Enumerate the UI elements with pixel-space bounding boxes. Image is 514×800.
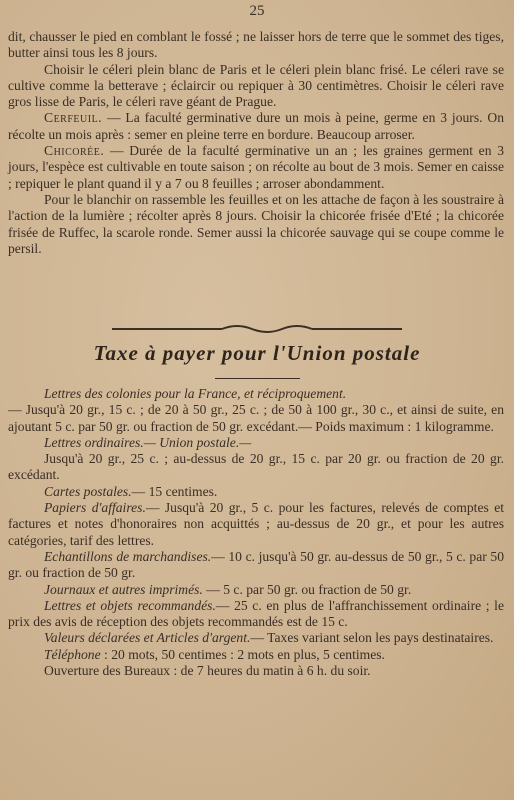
recommandes-paragraph: Lettres et objets recommandés.— 25 c. en plus de l'affranchissement ordinaire ; le prix des avis de réception des objets recommandés est de 15 c. — [8, 597, 504, 630]
page-number: 25 — [249, 3, 265, 19]
celeri-paragraph-2: Choisir le céleri plein blanc de Paris et le céleri plein blanc frisé. Le céleri rave se cultive comme la betterave ; éclaircir ou repiquer à 30 centimètres. Choisir le céleri rave gros lisse de Paris, le céleri rave géant de Prague. — [8, 61, 504, 110]
ornamental-divider — [112, 322, 402, 336]
celeri-paragraph-1: dit, chausser le pied en comblant le fossé ; ne laisser hors de terre que le sommet des tiges, butter ainsi tous les 8 jours. — [8, 29, 504, 61]
postal-rates-section — [8, 386, 504, 679]
chicoree-heading: Chicorée. — [44, 143, 105, 159]
cerfeuil-paragraph — [8, 110, 504, 143]
vegetable-section — [8, 29, 504, 257]
ordinaires-text: Jusqu'à 20 gr., 25 c. ; au-dessus de 20 gr., 15 c. par 20 gr. ou fraction de 20 gr. excédant. — [8, 451, 504, 483]
telephone-line: Téléphone : 20 mots, 50 centimes : 2 mots en plus, 5 centimes. — [44, 646, 385, 662]
cerfeuil-heading: Cerfeuil. — [44, 110, 103, 126]
chicoree-paragraph — [8, 143, 504, 192]
colonies-text: — Jusqu'à 20 gr., 15 c. ; de 20 à 50 gr., 25 c. ; de 50 à 100 gr., 30 c., et ainsi de suite, en ajoutant 5 c. par 50 gr. ou fraction de 50 gr. excédant.— Poids maximum : 1 kilogramme. — [8, 402, 504, 434]
affaires-paragraph: Papiers d'affaires.— Jusqu'à 20 gr., 5 c. pour les factures, relevés de comptes et factures et notes d'honoraires non acquittés ; au-dessus de 20 gr., et pour les autres catégories, tarif des lettres. — [8, 500, 505, 548]
cerfeuil-text: — La faculté germinative dure un mois à peine, germe en 3 jours. On récolte un mois après : semer en pleine terre en bordure. Beaucoup arroser. — [8, 110, 504, 142]
ouverture-line: Ouverture des Bureaux : de 7 heures du matin à 6 h. du soir. — [44, 663, 371, 679]
journaux-paragraph: Journaux et autres imprimés. — 5 c. par 50 gr. ou fraction de 50 gr. — [44, 581, 412, 597]
ordinaires-heading: Lettres ordinaires.— Union postale.— — [44, 434, 252, 450]
cartes-line: Cartes postales.— 15 centimes. — [44, 483, 218, 499]
chicoree-text: — Durée de la faculté germinative un an ; les graines germent en 3 jours, l'espèce est cultivable en toute saison ; on récolte au bout de 3 mois. Semer en caisse ; repiquer le plant quand il y a 7 ou 8 feuilles ; arroser abondamment. — [8, 143, 504, 191]
title-underline — [215, 378, 300, 379]
colonies-heading: Lettres des colonies pour la France, et réciproquement. — [44, 386, 347, 401]
valeurs-paragraph: Valeurs déclarées et Articles d'argent.— Taxes variant selon les pays destinataires. — [44, 630, 494, 646]
echantillons-paragraph: Echantillons de marchandises.— 10 c. jusqu'à 50 gr. au-dessus de 50 gr., 5 c. par 50 gr. ou fraction de 50 gr. — [8, 548, 504, 581]
section-title: Taxe à payer pour l'Union postale — [93, 341, 421, 365]
blanchir-paragraph: Pour le blanchir on rassemble les feuilles et on les attache de façon à les soustraire à l'action de la lumière ; récolter après 8 jours. Choisir la chicorée frisée d'Eté ; la chicorée frisée de Ruffec, la scarole ronde. Semer aussi la chicorée sauvage qui se coupe comme le persil. — [8, 191, 504, 256]
